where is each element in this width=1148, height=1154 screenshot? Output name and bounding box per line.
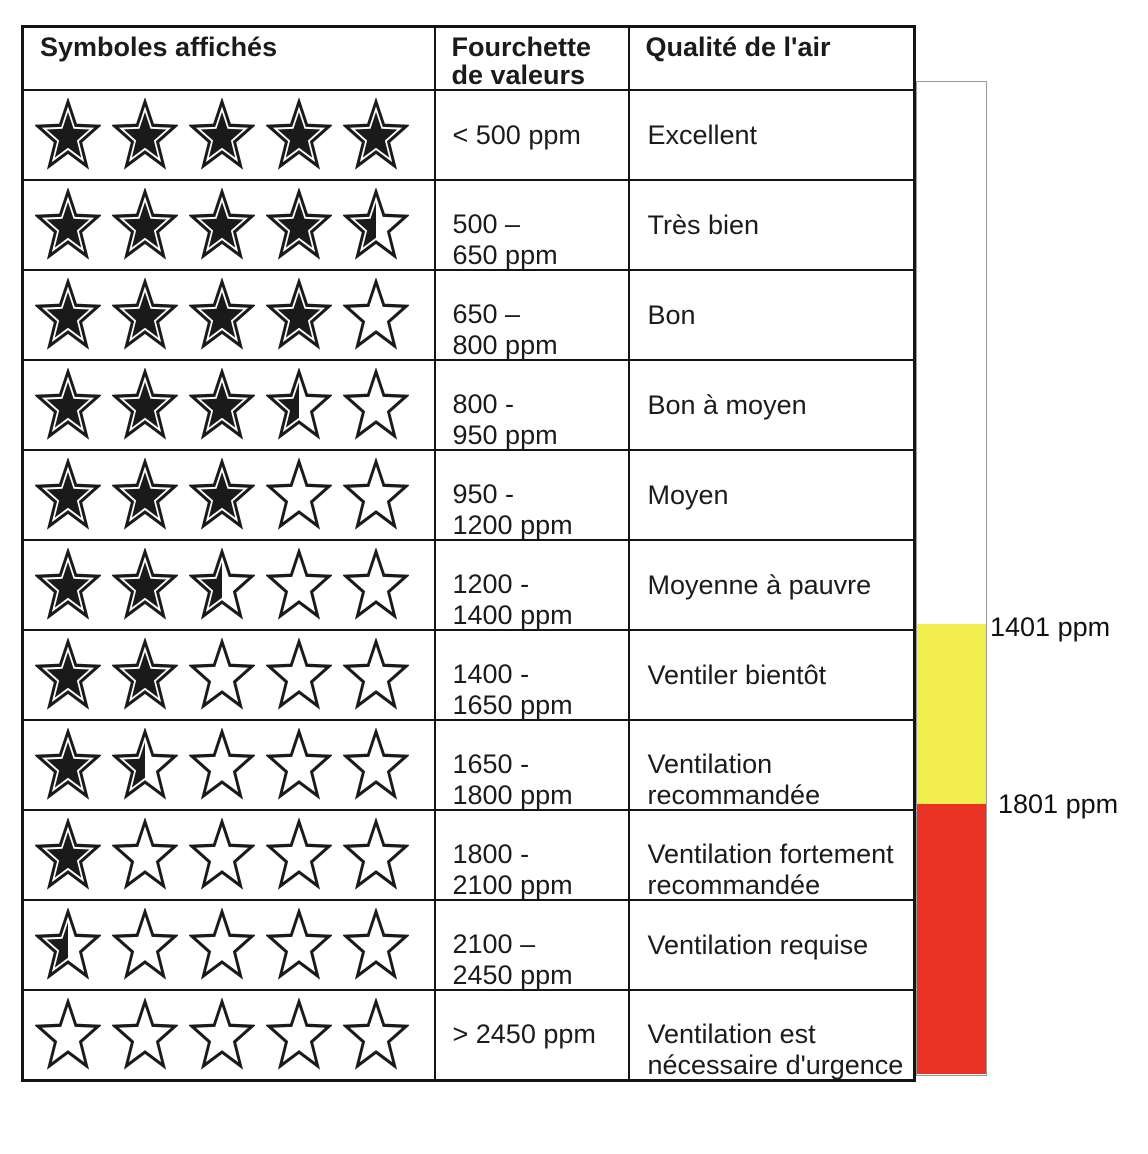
quality-cell-text	[630, 839, 914, 901]
stars-cell	[23, 630, 435, 720]
range-cell-line2: 2100 ppm	[452, 870, 573, 900]
stars-cell	[23, 90, 435, 180]
col-header-quality-label: Qualité de l'air	[645, 32, 831, 62]
stars-cell	[23, 540, 435, 630]
star-icon-half	[266, 368, 332, 442]
range-cell	[435, 990, 629, 1080]
table-row	[23, 810, 915, 900]
star-icon-full	[35, 188, 101, 262]
quality-cell-line1: Moyenne à pauvre	[647, 569, 872, 600]
star-icon-full	[266, 98, 332, 172]
star-rating	[35, 811, 434, 892]
quality-cell-line2: recommandée	[647, 780, 821, 810]
star-rating	[35, 361, 434, 442]
range-cell	[435, 90, 629, 180]
star-icon-empty	[266, 908, 332, 982]
col-header-symbols-label: Symboles affichés	[40, 32, 278, 62]
stars-cell	[23, 270, 435, 360]
star-icon-empty	[343, 908, 409, 982]
table-row	[23, 360, 915, 450]
range-cell-text	[436, 839, 628, 901]
star-icon-empty	[189, 638, 255, 712]
quality-cell	[629, 90, 915, 180]
air-quality-legend-table	[21, 25, 916, 1082]
range-cell-line2: 1800 ppm	[452, 780, 573, 810]
star-icon-half	[35, 908, 101, 982]
col-header-range-line2: de valeurs	[451, 60, 586, 90]
quality-cell	[629, 360, 915, 450]
co2-level-scale-bar	[916, 81, 987, 1076]
star-icon-full	[189, 98, 255, 172]
quality-cell	[629, 900, 915, 990]
table-row	[23, 180, 915, 270]
quality-cell-line2: recommandée	[647, 870, 821, 900]
range-cell-text	[436, 120, 628, 151]
quality-cell-line1: Ventiler bientôt	[647, 659, 827, 690]
star-icon-empty	[266, 638, 332, 712]
quality-cell	[629, 540, 915, 630]
star-rating	[35, 901, 434, 982]
quality-cell-text	[630, 1019, 914, 1081]
quality-cell	[629, 450, 915, 540]
range-cell-text	[436, 1019, 628, 1050]
star-rating	[35, 631, 434, 712]
range-cell-text	[436, 209, 628, 271]
table-row	[23, 630, 915, 720]
range-cell-line1: 950 -	[452, 479, 515, 509]
star-icon-full	[189, 368, 255, 442]
star-icon-full	[266, 188, 332, 262]
scale-threshold-label-1801: 1801 ppm	[998, 789, 1119, 819]
stars-cell	[23, 450, 435, 540]
star-icon-empty	[343, 818, 409, 892]
star-icon-empty	[112, 818, 178, 892]
quality-cell-line1: Ventilation	[647, 749, 773, 779]
quality-cell-text	[630, 300, 914, 331]
quality-cell-line1: Bon	[647, 299, 696, 330]
quality-cell-text	[630, 480, 914, 511]
col-header-range-line1: Fourchette	[451, 32, 592, 62]
star-icon-full	[112, 98, 178, 172]
range-cell-line2: 800 ppm	[452, 330, 558, 360]
quality-cell-text	[630, 210, 914, 241]
range-cell-text	[436, 659, 628, 721]
quality-cell-text	[630, 120, 914, 151]
star-icon-empty	[266, 458, 332, 532]
quality-cell-line1: Ventilation est	[647, 1018, 816, 1049]
star-icon-full	[35, 548, 101, 622]
range-cell-text	[436, 299, 628, 361]
range-cell-line1: > 2450 ppm	[452, 1019, 596, 1050]
star-rating	[35, 721, 434, 802]
star-icon-full	[35, 818, 101, 892]
range-cell-line2: 2450 ppm	[452, 960, 573, 990]
quality-cell	[629, 630, 915, 720]
quality-cell-line1: Moyen	[647, 479, 729, 510]
star-icon-empty	[343, 368, 409, 442]
table-header-row	[23, 27, 915, 91]
col-header-symbols	[23, 27, 435, 91]
star-icon-empty	[35, 998, 101, 1072]
star-icon-empty	[343, 278, 409, 352]
stars-cell	[23, 720, 435, 810]
star-icon-empty	[343, 638, 409, 712]
range-cell-text	[436, 479, 628, 541]
range-cell-line1: 500 –	[452, 209, 521, 239]
star-icon-full	[112, 368, 178, 442]
quality-cell	[629, 810, 915, 900]
table-row	[23, 90, 915, 180]
table-row	[23, 720, 915, 810]
star-icon-full	[112, 548, 178, 622]
star-icon-half	[189, 548, 255, 622]
quality-cell	[629, 270, 915, 360]
stars-cell	[23, 990, 435, 1080]
star-icon-full	[35, 728, 101, 802]
star-icon-empty	[266, 548, 332, 622]
star-icon-empty	[266, 728, 332, 802]
star-icon-full	[189, 458, 255, 532]
range-cell	[435, 180, 629, 270]
star-icon-full	[189, 188, 255, 262]
star-icon-full	[35, 638, 101, 712]
star-rating	[35, 541, 434, 622]
star-icon-full	[343, 98, 409, 172]
range-cell	[435, 270, 629, 360]
star-icon-empty	[189, 908, 255, 982]
star-rating	[35, 91, 434, 172]
star-icon-empty	[189, 728, 255, 802]
star-icon-full	[266, 278, 332, 352]
range-cell	[435, 540, 629, 630]
star-icon-full	[35, 368, 101, 442]
range-cell-line1: 650 –	[452, 299, 521, 329]
star-icon-empty	[343, 458, 409, 532]
star-icon-half	[112, 728, 178, 802]
star-icon-empty	[266, 818, 332, 892]
quality-cell-text	[630, 930, 914, 961]
range-cell-text	[436, 569, 628, 631]
range-cell-line2: 950 ppm	[452, 420, 558, 450]
range-cell-text	[436, 389, 628, 451]
stars-cell	[23, 900, 435, 990]
quality-cell-line1: Ventilation fortement	[647, 839, 894, 869]
quality-cell-text	[630, 660, 914, 691]
quality-cell-line1: Bon à moyen	[647, 389, 807, 420]
quality-cell-text	[630, 390, 914, 421]
table-row	[23, 990, 915, 1080]
stars-cell	[23, 360, 435, 450]
quality-cell-line2: nécessaire d'urgence	[647, 1049, 904, 1080]
scale-segment-normal	[917, 82, 986, 624]
star-icon-full	[112, 638, 178, 712]
star-icon-full	[35, 458, 101, 532]
stars-cell	[23, 180, 435, 270]
star-icon-full	[35, 278, 101, 352]
star-icon-full	[112, 458, 178, 532]
table-row	[23, 540, 915, 630]
range-cell-line1: 1800 -	[452, 839, 530, 869]
range-cell-line2: 1400 ppm	[452, 600, 573, 630]
range-cell-line2: 1650 ppm	[452, 690, 573, 720]
table-row	[23, 270, 915, 360]
range-cell-line1: 800 -	[452, 389, 515, 419]
scale-segment-alert-red	[917, 804, 986, 1074]
star-icon-full	[35, 98, 101, 172]
star-icon-empty	[343, 728, 409, 802]
stars-cell	[23, 810, 435, 900]
star-icon-full	[112, 188, 178, 262]
quality-cell-text	[630, 570, 914, 601]
range-cell-text	[436, 749, 628, 811]
quality-cell-text	[630, 749, 914, 811]
star-rating	[35, 991, 434, 1072]
range-cell	[435, 630, 629, 720]
quality-cell-line1: Excellent	[647, 119, 758, 150]
col-header-range	[435, 27, 629, 91]
star-rating	[35, 181, 434, 262]
scale-threshold-label-1401: 1401 ppm	[990, 612, 1111, 642]
star-icon-empty	[343, 548, 409, 622]
table-row	[23, 900, 915, 990]
range-cell-line2: 1200 ppm	[452, 510, 573, 540]
range-cell-line2: 650 ppm	[452, 240, 558, 270]
star-icon-empty	[112, 908, 178, 982]
quality-cell-line1: Très bien	[647, 209, 760, 240]
star-icon-empty	[112, 998, 178, 1072]
star-icon-empty	[343, 998, 409, 1072]
range-cell-text	[436, 929, 628, 991]
star-icon-full	[112, 278, 178, 352]
star-icon-empty	[189, 998, 255, 1072]
table-row	[23, 450, 915, 540]
range-cell-line1: 1400 -	[452, 659, 530, 689]
star-icon-empty	[189, 818, 255, 892]
range-cell-line1: 2100 –	[452, 929, 536, 959]
star-rating	[35, 451, 434, 532]
range-cell	[435, 720, 629, 810]
range-cell	[435, 450, 629, 540]
range-cell-line1: 1650 -	[452, 749, 530, 779]
star-icon-full	[189, 278, 255, 352]
star-rating	[35, 271, 434, 352]
quality-cell-line1: Ventilation requise	[647, 929, 869, 960]
col-header-quality	[629, 27, 915, 91]
quality-cell	[629, 180, 915, 270]
range-cell-line1: 1200 -	[452, 569, 530, 599]
star-icon-half	[343, 188, 409, 262]
range-cell-line1: < 500 ppm	[452, 119, 581, 150]
range-cell	[435, 900, 629, 990]
star-icon-empty	[266, 998, 332, 1072]
range-cell	[435, 810, 629, 900]
scale-segment-warning-yellow	[917, 624, 986, 804]
quality-cell	[629, 990, 915, 1080]
range-cell	[435, 360, 629, 450]
quality-cell	[629, 720, 915, 810]
